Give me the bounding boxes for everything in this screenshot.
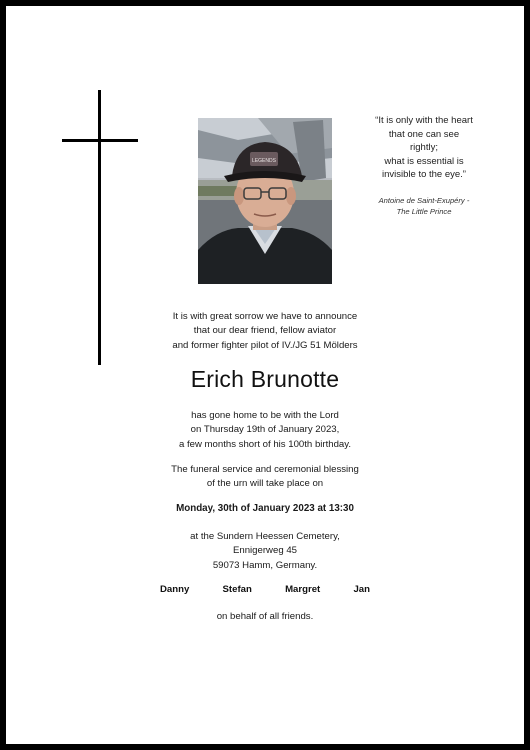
- service-line: The funeral service and ceremonial blessing: [171, 464, 359, 475]
- quote: [362, 114, 486, 182]
- cross-horizontal-bar: [62, 139, 138, 142]
- signatory-name: Stefan: [222, 584, 252, 595]
- quote-line: rightly;: [410, 142, 438, 154]
- quote-author: Antoine de Saint-Exupéry -: [378, 196, 470, 205]
- location-line: Ennigerweg 45: [232, 545, 297, 557]
- portrait-photo: [198, 118, 332, 284]
- signatory-name: Margret: [285, 584, 321, 595]
- passing-line: has gone home to be with the Lord: [191, 410, 339, 421]
- intro-line: and former fighter pilot of IV./JG 51 Mölders: [172, 339, 358, 351]
- svg-text:LEGENDS: LEGENDS: [252, 158, 276, 164]
- service-location: [0, 530, 530, 573]
- quote-source: The Little Prince: [396, 207, 452, 216]
- signatory-name: Jan: [353, 584, 370, 595]
- portrait-illustration: [198, 118, 332, 284]
- quote-line: what is essential is: [384, 155, 464, 167]
- signatory-name: Danny: [160, 584, 190, 595]
- intro-line: It is with great sorrow we have to announce: [172, 311, 358, 322]
- location-line: at the Sundern Heessen Cemetery,: [190, 531, 340, 542]
- announcement-intro: [0, 310, 530, 353]
- behalf-text: on behalf of all friends.: [216, 611, 314, 622]
- passing-line: on Thursday 19th of January 2023,: [190, 424, 340, 436]
- service-text: [0, 463, 530, 492]
- service-datetime: Monday, 30th of January 2023 at 13:30: [176, 503, 354, 514]
- quote-line: invisible to the eye.”: [382, 169, 466, 181]
- quote-line: that one can see: [388, 128, 460, 140]
- quote-line: “It is only with the heart: [375, 115, 473, 126]
- service-line: of the urn will take place on: [206, 478, 324, 490]
- signatories: [160, 584, 370, 595]
- intro-line: that our dear friend, fellow aviator: [193, 325, 337, 337]
- location-line: 59073 Hamm, Germany.: [212, 559, 318, 571]
- passing-text: [0, 409, 530, 452]
- deceased-name: Erich Brunotte: [190, 366, 340, 392]
- quote-attribution: [356, 195, 492, 217]
- passing-line: a few months short of his 100th birthday.: [178, 438, 352, 450]
